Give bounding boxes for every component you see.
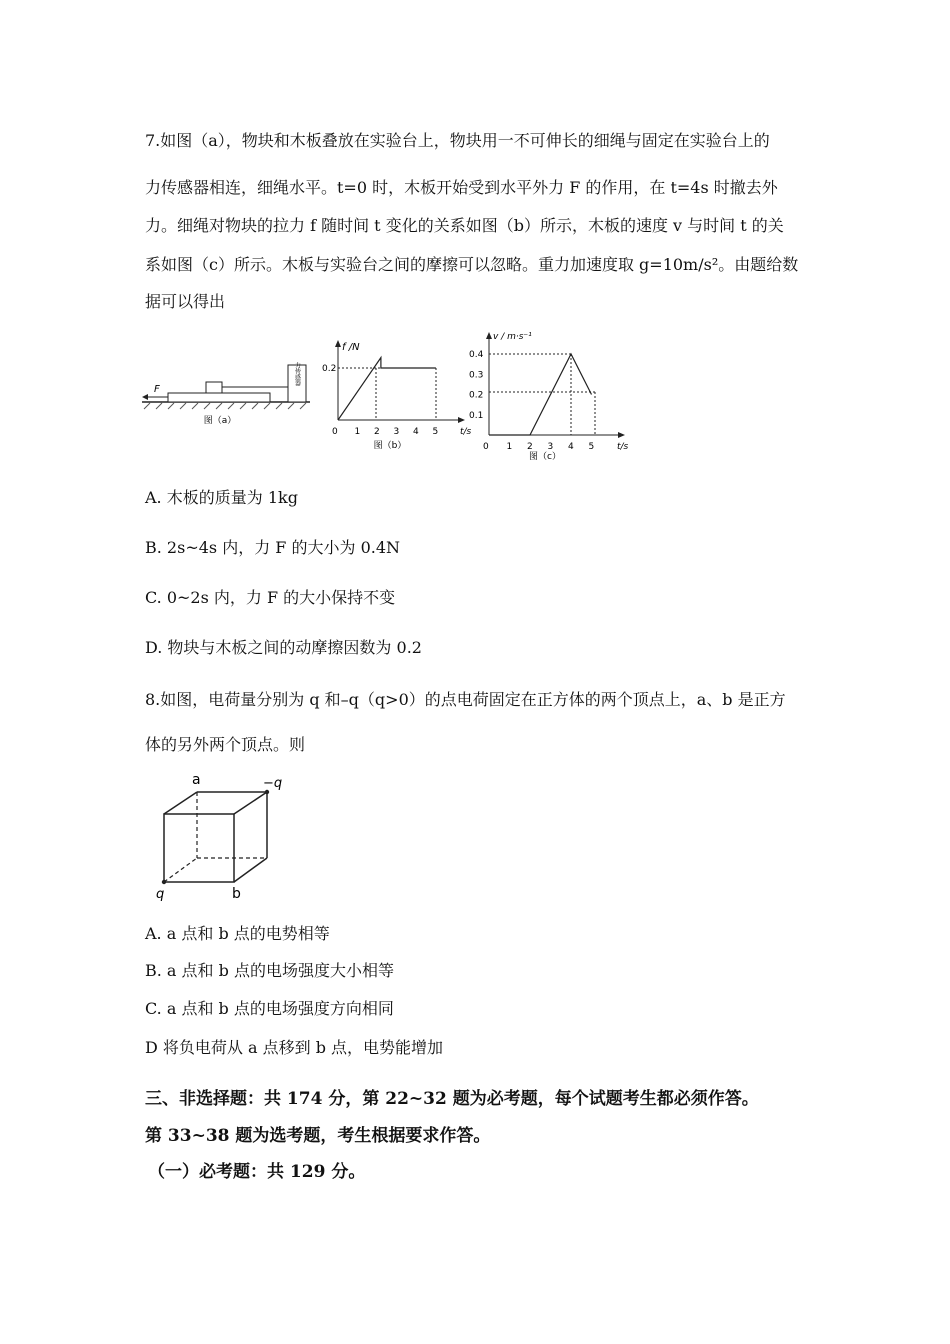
block (206, 382, 222, 393)
fc-xtick-5: 5 (588, 442, 595, 452)
caption-b: 图（b） (373, 441, 407, 451)
fb-xtick-3: 3 (393, 427, 400, 437)
label-q: q (156, 887, 165, 902)
fc-xtick-4: 4 (568, 442, 574, 452)
q7-line-3: 力。细绳对物块的拉力 f 随时间 t 变化的关系如图（b）所示，木板的速度 v 与时间 t 的关 (145, 216, 784, 235)
sensor-label: 力传感器 (293, 362, 301, 386)
label-b: b (232, 886, 241, 902)
label-a: a (192, 772, 201, 788)
figure-c (465, 325, 635, 465)
caption-a: 图（a） (203, 416, 237, 426)
q8-line-2: 体的另外两个顶点。则 (145, 735, 306, 754)
fb-xtick-1: 1 (354, 427, 361, 437)
caption-c: 图（c） (529, 452, 561, 462)
fc-series-line (489, 354, 592, 435)
q8-option-c: C. a 点和 b 点的电场强度方向相同 (145, 999, 394, 1018)
q8-option-d: D 将负电荷从 a 点移到 b 点，电势能增加 (145, 1038, 444, 1057)
fb-origin: 0 (332, 427, 338, 437)
q7-option-d: D. 物块与木板之间的动摩擦因数为 0.2 (145, 638, 422, 657)
cube-front-face (164, 814, 234, 882)
force-label: F (154, 384, 160, 395)
section-heading-1: 三、非选择题：共 174 分，第 22~32 题为必考题，每个试题考生都必须作答。 (145, 1089, 759, 1109)
fc-origin: 0 (483, 442, 489, 452)
cube-figure (150, 770, 300, 905)
fc-ytick-0.3: 0.3 (469, 370, 484, 381)
q7-line-1: 7.如图（a），物块和木板叠放在实验台上，物块用一不可伸长的细绳与固定在实验台上的 (145, 131, 770, 150)
fb-ytick: 0.2 (322, 364, 337, 374)
fc-xlabel: t/s (617, 442, 629, 452)
fc-ytick-0.4: 0.4 (469, 350, 484, 360)
fb-ylabel: f /N (342, 342, 360, 353)
fb-xtick-2: 2 (374, 427, 380, 437)
q7-line-5: 据可以得出 (145, 292, 226, 311)
q7-option-c: C. 0~2s 内，力 F 的大小保持不变 (145, 588, 396, 607)
fc-xtick-1: 1 (506, 442, 513, 452)
fc-ytick-0.1: 0.1 (469, 410, 484, 421)
fc-xtick-3: 3 (547, 442, 554, 452)
board (168, 393, 270, 402)
label-negq: −q (263, 776, 283, 791)
fb-xtick-4: 4 (413, 427, 419, 437)
q8-line-1: 8.如图，电荷量分别为 q 和–q（q>0）的点电荷固定在正方体的两个顶点上，a、b 是正方 (145, 690, 786, 709)
figure-b (320, 330, 470, 455)
q7-option-a: A. 木板的质量为 1kg (145, 488, 298, 507)
fb-xtick-5: 5 (432, 427, 439, 437)
fc-ylabel: v / m·s⁻¹ (493, 332, 532, 342)
figure-a (140, 355, 320, 435)
fc-ytick-0.2: 0.2 (469, 390, 484, 401)
q7-line-4: 系如图（c）所示。木板与实验台之间的摩擦可以忽略。重力加速度取 g=10m/s²。由题给数 (145, 255, 799, 274)
fb-xlabel: t/s (460, 427, 472, 437)
fc-xtick-2: 2 (527, 442, 533, 452)
section-heading-2: 第 33~38 题为选考题，考生根据要求作答。 (145, 1126, 491, 1146)
section-subheading: （一）必考题：共 129 分。 (148, 1162, 366, 1182)
q7-option-b: B. 2s~4s 内，力 F 的大小为 0.4N (145, 538, 401, 557)
q8-option-b: B. a 点和 b 点的电场强度大小相等 (145, 961, 394, 980)
q8-option-a: A. a 点和 b 点的电势相等 (145, 924, 330, 943)
charge-q-dot (162, 880, 166, 884)
q7-line-2: 力传感器相连，细绳水平。t=0 时，木板开始受到水平外力 F 的作用，在 t=4s 时撤去外 (145, 178, 778, 197)
fb-series-line (338, 358, 436, 420)
